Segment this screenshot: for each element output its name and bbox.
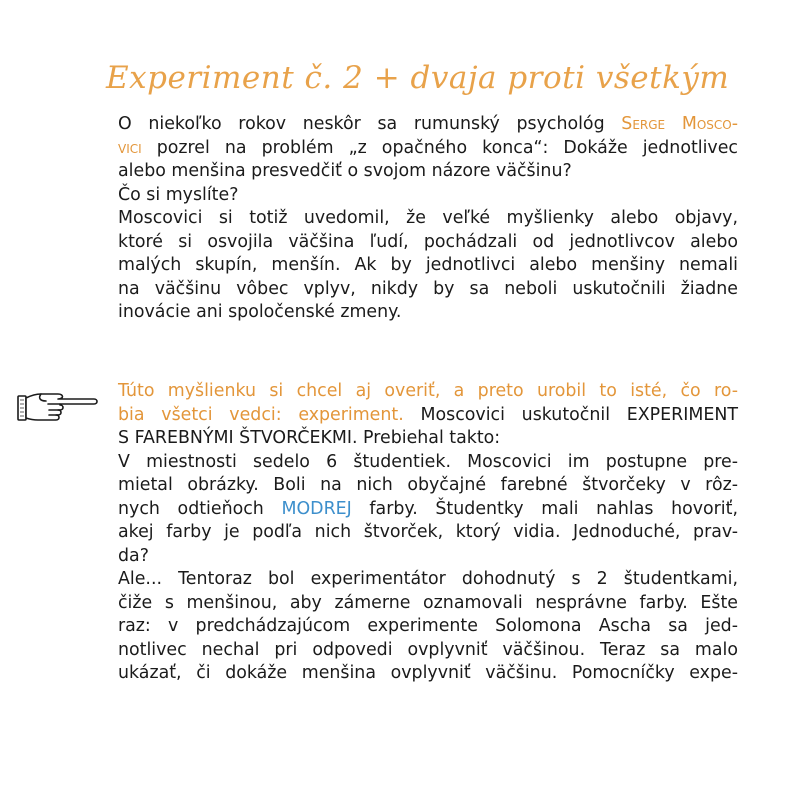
pointing-hand-icon (16, 389, 98, 425)
text-fragment: nych odtieňoch (118, 498, 282, 519)
text-line: malých skupín, menšín. Ak by jednotlivci alebo menšiny nemali (118, 255, 738, 275)
paragraph-experiment (118, 380, 738, 686)
text-line (118, 404, 738, 428)
text-line: akej farby je podľa nich štvorček, ktorý vidia. Jednoduché, prav- (118, 522, 738, 542)
text-line: notlivec nechal pri odpovedi ovplyvniť väčšinou. Teraz sa malo (118, 639, 738, 660)
text-line: Moscovici si totiž uvedomil, že veľké myšlienky alebo objavy, (118, 208, 738, 228)
text-line (118, 498, 738, 522)
text-line: ukázať, či dokáže menšina ovplyvniť väčšinu. Pomocníčky expe- (118, 663, 738, 683)
text-line (118, 137, 738, 161)
text-fragment: O niekoľko rokov neskôr sa rumunský psychológ (118, 114, 622, 134)
text-line: Čo si myslíte? (118, 184, 239, 205)
text-line: čiže s menšinou, aby zámerne oznamovali nesprávne farby. Ešte (118, 592, 738, 613)
text-line: na väčšinu vôbec vplyv, nikdy by sa neboli uskutočnili žiadne (118, 278, 738, 299)
text-line: Ale... Tentoraz bol experimentátor dohodnutý s 2 študentkami, (118, 569, 738, 589)
text-fragment: Moscovici uskutočnil EXPERIMENT (403, 404, 738, 425)
color-highlight: MODREJ (281, 498, 352, 519)
highlight-fragment: bia všetci vedci: experiment. (118, 404, 404, 425)
text-fragment: pozrel na problém „z opačného konca“: Dokáže jednotlivec (141, 137, 738, 158)
name-highlight: Serge Mosco- (621, 114, 738, 134)
text-line: da? (118, 545, 149, 566)
name-highlight: vici (118, 137, 142, 158)
paragraph-intro (118, 113, 738, 325)
text-line: alebo menšina presvedčiť o svojom názore väčšinu? (118, 161, 572, 181)
text-line: S FAREBNÝMI ŠTVORČEKMI. Prebiehal takto: (118, 428, 501, 448)
text-fragment: farby. Študentky mali nahlas hovoriť, (351, 498, 738, 519)
highlight-line: Túto myšlienku si chcel aj overiť, a preto urobil to isté, čo ro- (118, 381, 738, 401)
text-line: raz: v predchádzajúcom experimente Solomona Ascha sa jed- (118, 616, 738, 636)
text-line (118, 113, 738, 137)
text-line: mietal obrázky. Boli na nich obyčajné farebné štvorčeky v rôz- (118, 475, 738, 495)
experiment-heading: Experiment č. 2 + dvaja proti všetkým (106, 60, 730, 96)
text-line: ktoré si osvojila väčšina ľudí, pochádzali od jednotlivcov alebo (118, 231, 738, 252)
text-line: inovácie ani spoločenské zmeny. (118, 302, 402, 322)
text-line: V miestnosti sedelo 6 študentiek. Moscovici im postupne pre- (118, 451, 738, 472)
